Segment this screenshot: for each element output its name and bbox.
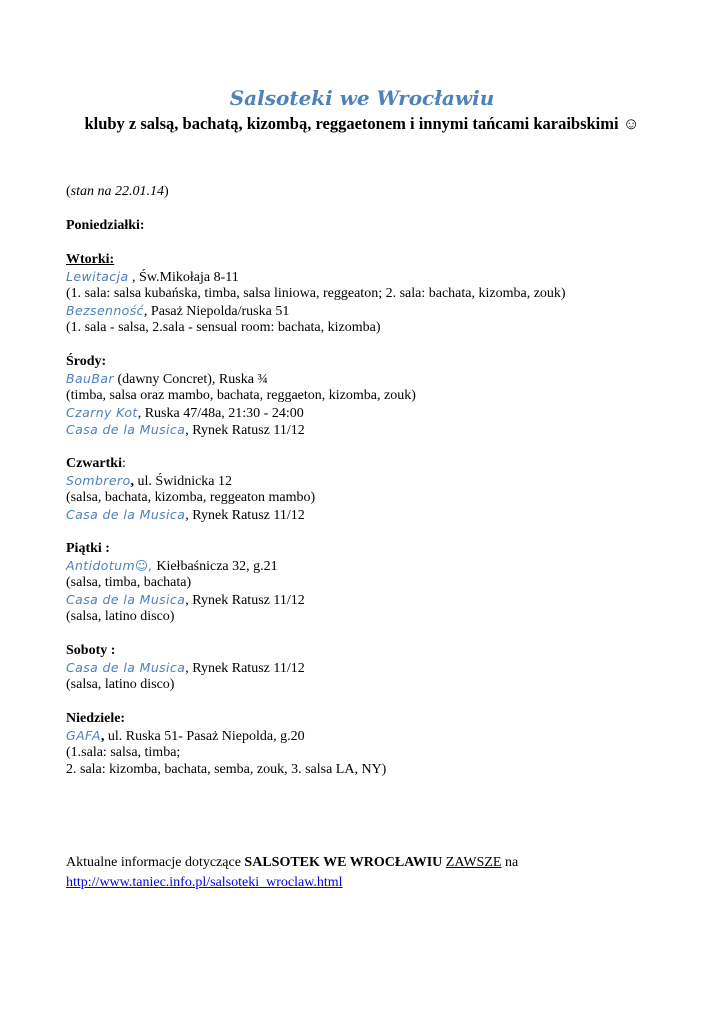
club-name-czarny-kot[interactable]: Czarny Kot bbox=[66, 405, 138, 420]
page-title: Salsoteki we Wrocławiu bbox=[229, 86, 495, 110]
club-name-antidotum[interactable]: Antidotum☺, bbox=[66, 558, 153, 573]
club-name-gafa[interactable]: GAFA bbox=[66, 728, 101, 743]
club-description: (salsa, timba, bachata) bbox=[66, 575, 192, 590]
club-description: (1.sala: salsa, timba; bbox=[66, 745, 181, 760]
club-entry: Casa de la Musica, Rynek Ratusz 11/12 bbox=[66, 507, 305, 523]
club-name-bezsennosc[interactable]: Bezsenność bbox=[66, 303, 144, 318]
club-name-lewitacja[interactable]: Lewitacja bbox=[66, 269, 129, 284]
club-entry: Sombrero, ul. Świdnicka 12 bbox=[66, 473, 233, 489]
footer-text: Aktualne informacje dotyczące SALSOTEK WE WROCŁAWIU ZAWSZE na bbox=[66, 855, 519, 870]
club-name-casa-de-la-musica[interactable]: Casa de la Musica bbox=[66, 422, 186, 437]
club-description: 2. sala: kizomba, bachata, semba, zouk, 3. salsa LA, NY) bbox=[66, 762, 387, 777]
club-description: (timba, salsa oraz mambo, bachata, reggaeton, kizomba, zouk) bbox=[66, 388, 416, 403]
day-monday: Poniedziałki: bbox=[66, 218, 145, 233]
club-entry: GAFA, ul. Ruska 51- Pasaż Niepolda, g.20 bbox=[66, 728, 305, 744]
club-description: (salsa, latino disco) bbox=[66, 677, 175, 692]
document-body bbox=[66, 183, 706, 778]
day-wednesday: Środy: bbox=[66, 354, 107, 369]
day-friday: Piątki : bbox=[66, 541, 110, 556]
club-description: (1. sala: salsa kubańska, timba, salsa liniowa, reggeaton; 2. sala: bachata, kizomba, zouk) bbox=[66, 286, 566, 301]
club-description: (salsa, bachata, kizomba, reggeaton mambo) bbox=[66, 490, 316, 505]
club-entry: Casa de la Musica, Rynek Ratusz 11/12 bbox=[66, 592, 305, 608]
club-entry: Antidotum☺, Kiełbaśnicza 32, g.21 bbox=[66, 558, 278, 574]
day-sunday: Niedziele: bbox=[66, 711, 126, 726]
club-entry: Casa de la Musica, Rynek Ratusz 11/12 bbox=[66, 660, 305, 676]
club-name-sombrero[interactable]: Sombrero bbox=[66, 473, 131, 488]
club-name-casa-de-la-musica[interactable]: Casa de la Musica bbox=[66, 660, 186, 675]
page-subtitle: kluby z salsą, bachatą, kizombą, reggaetonem i innymi tańcami karaibskimi ☺ bbox=[84, 114, 640, 133]
status-line: (stan na 22.01.14) bbox=[66, 184, 169, 199]
club-entry: Bezsenność, Pasaż Niepolda/ruska 51 bbox=[66, 303, 290, 319]
club-description: (salsa, latino disco) bbox=[66, 609, 175, 624]
day-thursday: Czwartki: bbox=[66, 456, 126, 471]
day-saturday: Soboty : bbox=[66, 643, 116, 658]
club-entry: BauBar (dawny Concret), Ruska ¾ bbox=[66, 371, 268, 387]
club-name-casa-de-la-musica[interactable]: Casa de la Musica bbox=[66, 592, 186, 607]
day-tuesday: Wtorki: bbox=[66, 252, 115, 267]
footer bbox=[66, 853, 706, 893]
club-name-casa-de-la-musica[interactable]: Casa de la Musica bbox=[66, 507, 186, 522]
club-description: (1. sala - salsa, 2.sala - sensual room: bachata, kizomba) bbox=[66, 320, 381, 335]
club-entry: Czarny Kot, Ruska 47/48a, 21:30 - 24:00 bbox=[66, 405, 304, 421]
status-date: stan na 22.01.14 bbox=[70, 184, 165, 199]
club-entry: Casa de la Musica, Rynek Ratusz 11/12 bbox=[66, 422, 305, 438]
club-entry: Lewitacja , Św.Mikołaja 8-11 bbox=[66, 269, 239, 285]
club-name-baubar[interactable]: BauBar bbox=[66, 371, 114, 386]
footer-link[interactable]: http://www.taniec.info.pl/salsoteki_wroclaw.html bbox=[66, 875, 343, 890]
